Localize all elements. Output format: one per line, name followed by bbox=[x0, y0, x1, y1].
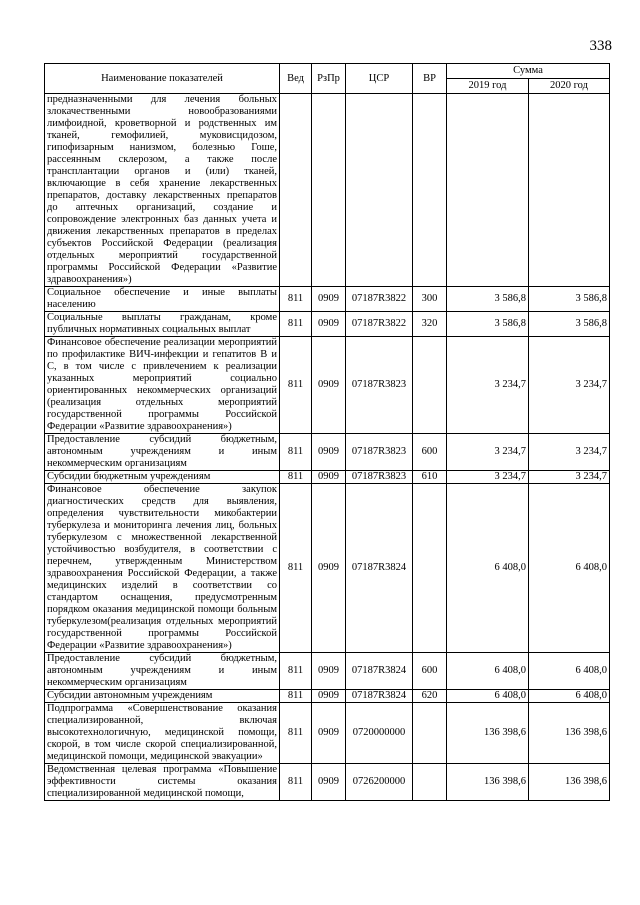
row-vr: 600 bbox=[413, 434, 447, 471]
table-row bbox=[45, 312, 610, 337]
table-row bbox=[45, 703, 610, 764]
row-ved: 811 bbox=[280, 337, 312, 434]
row-name: предназначенными для лечения больных злокачественными новообразованиями лимфоидной, кроветворной и родственных им тканей, гемофилией, муковисцидозом, гипофизарным нанизмом, болезнью Гоше, рассеянным склерозом, а также после трансплантации органов и (или) тканей, включающие в себя хранение лекарственных препаратов, доставку лекарственных препаратов до аптечных организаций, создание и сопровождение электронных баз данных учета и движения лекарственных препаратов в пределах субъектов Российской Федерации (реализация отдельных мероприятий государственной программы Российской Федерации «Развитие здравоохранения») bbox=[45, 94, 280, 287]
header-vr: ВР bbox=[413, 64, 447, 94]
row-sum-2020: 3 586,8 bbox=[529, 312, 610, 337]
row-rzpr: 0909 bbox=[312, 312, 346, 337]
row-sum-2020: 6 408,0 bbox=[529, 690, 610, 703]
row-sum-2019: 6 408,0 bbox=[447, 690, 529, 703]
row-sum-2020: 3 234,7 bbox=[529, 337, 610, 434]
row-sum-2019 bbox=[447, 94, 529, 287]
table-row bbox=[45, 337, 610, 434]
row-csr: 0720000000 bbox=[346, 703, 413, 764]
row-rzpr: 0909 bbox=[312, 703, 346, 764]
row-name: Ведомственная целевая программа «Повышение эффективности системы оказания специализированной медицинской помощи, bbox=[45, 764, 280, 801]
header-rzpr: РзПр bbox=[312, 64, 346, 94]
row-name: Субсидии бюджетным учреждениям bbox=[45, 471, 280, 484]
row-name: Финансовое обеспечение закупок диагностических средств для выявления, определения чувствительности микобактерии туберкулеза и мониторинга лечения лиц, больных туберкулезом с множественной лекарственной устойчивостью возбудителя, в соответствии с перечнем, утвержденным Министерством здравоохранения Российской Федерации, а также медицинских изделий в соответствии со стандартом оснащения, предусмотренным порядком оказания медицинской помощи больным туберкулезом(реализация отдельных мероприятий государственной программы Российской Федерации «Развитие здравоохранения») bbox=[45, 484, 280, 653]
row-name: Предоставление субсидий бюджетным, автономным учреждениям и иным некоммерческим организациям bbox=[45, 653, 280, 690]
row-ved: 811 bbox=[280, 764, 312, 801]
row-ved: 811 bbox=[280, 653, 312, 690]
table-row bbox=[45, 764, 610, 801]
header-year-2019: 2019 год bbox=[447, 79, 529, 94]
row-vr bbox=[413, 764, 447, 801]
row-name: Подпрограмма «Совершенствование оказания специализированной, включая высокотехнологичную, медицинской помощи, скорой, в том числе скорой специализированной, медицинской помощи, медицинской эвакуации» bbox=[45, 703, 280, 764]
table-row bbox=[45, 690, 610, 703]
table-row bbox=[45, 287, 610, 312]
row-sum-2020: 6 408,0 bbox=[529, 653, 610, 690]
row-vr: 610 bbox=[413, 471, 447, 484]
header-csr: ЦСР bbox=[346, 64, 413, 94]
row-name: Социальное обеспечение и иные выплаты населению bbox=[45, 287, 280, 312]
table-row bbox=[45, 471, 610, 484]
row-sum-2020 bbox=[529, 94, 610, 287]
header-sum: Сумма bbox=[447, 64, 610, 79]
row-name: Финансовое обеспечение реализации мероприятий по профилактике ВИЧ-инфекции и гепатитов В и С, в том числе с привлечением к реализации указанных мероприятий социально ориентированных некоммерческих организаций (реализация отдельных мероприятий государственной программы Российской Федерации «Развитие здравоохранения») bbox=[45, 337, 280, 434]
row-ved: 811 bbox=[280, 471, 312, 484]
row-csr: 07187R3822 bbox=[346, 312, 413, 337]
row-rzpr: 0909 bbox=[312, 764, 346, 801]
row-vr: 620 bbox=[413, 690, 447, 703]
row-csr: 07187R3823 bbox=[346, 434, 413, 471]
table-row bbox=[45, 94, 610, 287]
row-ved: 811 bbox=[280, 434, 312, 471]
row-sum-2019: 136 398,6 bbox=[447, 703, 529, 764]
row-csr: 07187R3823 bbox=[346, 471, 413, 484]
row-sum-2019: 136 398,6 bbox=[447, 764, 529, 801]
row-rzpr: 0909 bbox=[312, 337, 346, 434]
row-sum-2020: 3 234,7 bbox=[529, 471, 610, 484]
row-vr bbox=[413, 337, 447, 434]
row-rzpr: 0909 bbox=[312, 287, 346, 312]
header-ved: Вед bbox=[280, 64, 312, 94]
row-csr: 07187R3824 bbox=[346, 653, 413, 690]
header-name: Наименование показателей bbox=[45, 64, 280, 94]
row-sum-2019: 3 586,8 bbox=[447, 312, 529, 337]
row-ved: 811 bbox=[280, 312, 312, 337]
row-rzpr: 0909 bbox=[312, 434, 346, 471]
row-sum-2019: 6 408,0 bbox=[447, 484, 529, 653]
row-sum-2020: 136 398,6 bbox=[529, 764, 610, 801]
row-csr: 07187R3822 bbox=[346, 287, 413, 312]
row-csr: 07187R3824 bbox=[346, 690, 413, 703]
row-rzpr bbox=[312, 94, 346, 287]
row-vr bbox=[413, 94, 447, 287]
row-name: Субсидии автономным учреждениям bbox=[45, 690, 280, 703]
row-ved: 811 bbox=[280, 287, 312, 312]
row-sum-2019: 3 234,7 bbox=[447, 434, 529, 471]
row-sum-2019: 6 408,0 bbox=[447, 653, 529, 690]
row-csr bbox=[346, 94, 413, 287]
row-name: Социальные выплаты гражданам, кроме публичных нормативных социальных выплат bbox=[45, 312, 280, 337]
table-body bbox=[45, 94, 610, 801]
row-ved bbox=[280, 94, 312, 287]
row-ved: 811 bbox=[280, 703, 312, 764]
row-rzpr: 0909 bbox=[312, 653, 346, 690]
row-rzpr: 0909 bbox=[312, 484, 346, 653]
row-sum-2020: 136 398,6 bbox=[529, 703, 610, 764]
row-vr: 320 bbox=[413, 312, 447, 337]
header-year-2020: 2020 год bbox=[529, 79, 610, 94]
page-number: 338 bbox=[589, 38, 612, 54]
row-ved: 811 bbox=[280, 690, 312, 703]
budget-table bbox=[44, 63, 610, 801]
row-sum-2020: 3 586,8 bbox=[529, 287, 610, 312]
row-sum-2020: 3 234,7 bbox=[529, 434, 610, 471]
table-row bbox=[45, 484, 610, 653]
row-sum-2019: 3 234,7 bbox=[447, 337, 529, 434]
row-csr: 0726200000 bbox=[346, 764, 413, 801]
row-vr: 600 bbox=[413, 653, 447, 690]
row-sum-2019: 3 586,8 bbox=[447, 287, 529, 312]
row-rzpr: 0909 bbox=[312, 690, 346, 703]
row-sum-2019: 3 234,7 bbox=[447, 471, 529, 484]
row-vr bbox=[413, 484, 447, 653]
table-row bbox=[45, 434, 610, 471]
row-csr: 07187R3824 bbox=[346, 484, 413, 653]
row-vr: 300 bbox=[413, 287, 447, 312]
row-vr bbox=[413, 703, 447, 764]
row-rzpr: 0909 bbox=[312, 471, 346, 484]
row-ved: 811 bbox=[280, 484, 312, 653]
row-sum-2020: 6 408,0 bbox=[529, 484, 610, 653]
row-csr: 07187R3823 bbox=[346, 337, 413, 434]
row-name: Предоставление субсидий бюджетным, автономным учреждениям и иным некоммерческим организациям bbox=[45, 434, 280, 471]
table-row bbox=[45, 653, 610, 690]
